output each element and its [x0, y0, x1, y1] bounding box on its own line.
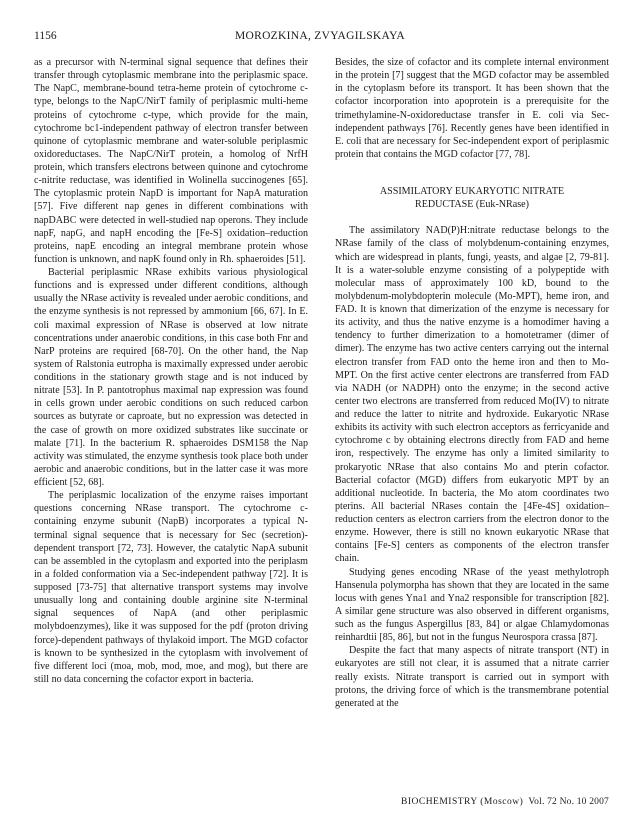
paragraph: The assimilatory NAD(P)H:nitrate reductase belongs to the NRase family of the class of molybdenum-containing enzymes, which are widespread in plants, fungi, yeasts, and algae [2, 79-81]. It is a water-soluble enzyme consisting of a polypeptide with molecular mass of approximately 100 kD, bound to the molybdenum-molybdopterin molecule (Mo-MPT), heme iron, and FAD. It is known that dimerization of the enzyme is necessary for its activity, and thus the native enzyme is a homodimer having a tendency to further dimerization to a homotetramer (dimer of dimer). The enzyme has two active centers carrying out the internal electron transfer from FAD onto the heme iron and then to Mo-MPT. On the first active center electrons are transferred from FAD via NADH (or NADPH) onto the enzyme; in the second active center two electrons are transferred from reduced Mo(IV) to nitrate and reduce the latter to nitrite and hydroxide. Eukaryotic NRase exhibits its activity with such electron acceptors as ferricyanide and cytochrome c by obtaining electrons directly from FAD and heme iron, respectively. The enzyme has only a limited similarity to prokaryotic NRase that also contains Mo and pterin cofactor. Bacterial cofactor (MGD) differs from eukaryotic MPT by an additional nucleotide. In bacteria, the Mo atom coordinates two pterins. All bacterial NRases contain the [4Fe-4S] oxidation–reduction centers as electron carriers from the electron donor to the enzyme. However, there is still no known eukaryotic NRase that contains [Fe-S] centers as components of the electron transfer chain. [335, 225, 609, 565]
paragraph: Studying genes encoding NRase of the yeast methylotroph Hansenula polymorpha has shown that they are located in the same locus with genes Yna1 and Yna2 responsible for transcription [82]. A similar gene structure was also observed in different organisms, such as the fungus Aspergillus [83, 84] or algae Chlamydomonas reinhardtii [85, 86], but not in the fungus Neurospora crassa [87]. [335, 566, 609, 644]
paragraph: Despite the fact that many aspects of nitrate transport (NT) in eukaryotes are still not clear, it is assumed that a nitrate carrier really exists. Nitrate transport is carried out in symport with protons, the driving force of which is the transmembrane potential generated at the [335, 645, 609, 709]
paragraph: Bacterial periplasmic NRase exhibits various physiological functions and is expressed under different conditions, although usually the NRase activity is revealed under aerobic conditions, and the enzyme synthesis is not repressed by ammonium [66, 67]. In E. coli maximal expression of NRase is observed at low nitrate concentrations under anaerobic conditions, in this case both Fnr and NarP proteins are required [68-70]. On the other hand, the Nap system of Ralstonia eutropha is maximally expressed under aerobic conditions in the stationary growth stage and is not induced by nitrate [53]. In P. pantotrophus maximal nap expression was found in cells grown under aerobic conditions on such reduced carbon sources as butyrate or caproate, but no expression was detected in the case of growth on more oxidized substrates like succinate or malate [71]. In the bacterium R. sphaeroides DSM158 the Nap activity was stimulated, the enzyme synthesis took place both under aerobic and anaerobic conditions, but in the latter case it was more efficient [52, 68]. [34, 267, 308, 488]
section-heading-line: ASSIMILATORY EUKARYOTIC NITRATE [379, 186, 565, 197]
footer-journal: BIOCHEMISTRY (Moscow) [401, 797, 524, 807]
page-header [34, 30, 606, 46]
paragraph: Besides, the size of cofactor and its complete internal environment in the protein [7] suggest that the MGD cofactor may be assembled in the cytoplasm before its transport. It has been shown that the cofactor incorporation into apoprotein is a prerequisite for the trimethylamine-N-oxidoreductase transfer in E. coli via Sec-independent pathways [76]. Recently genes have been identified in E. coli that are necessary for Sec-independent export of periplasmic protein that contains the MGD cofactor [77, 78]. [335, 57, 609, 160]
paragraph: as a precursor with N-terminal signal sequence that defines their transfer through cytoplasmic membrane into the periplasmic space. The NapC, membrane-bound tetra-heme protein of cytochrome c-type, belongs to the NapC/NirT family of periplasmic multi-heme proteins of cytochrome c-type, which provide for the main, cytochrome bc1-independent pathway of electron transfer between quinone of cytoplasmic membrane and water-soluble periplasmic oxidoreductases. The NapC/NirT protein, a homolog of NrfH protein, which transfers electrons between quinone and cytochrome c-nitrite reductase, was identified in Wolinella succinogenes [65]. The cytoplasmic protein NapD is important for NapA maturation [57]. Five different nap genes in different combinations with napDABC were detected in well-studied nap operons. They include napF, napG, and napH encoding the [Fe-S] oxidation–reduction proteins, napE encoding an integral membrane protein whose function is unknown, and napK found only in Rh. sphaeroides [51]. [34, 57, 308, 265]
paragraph: The periplasmic localization of the enzyme raises important questions concerning NRase transport. The cytochrome c-containing enzyme subunit (NapB) incorporates a typical N-terminal signal sequence that is necessary for Sec (secretion)-dependent transport [72, 73]. However, the catalytic NapA subunit can be assembled in the cytoplasm and exported into the periplasm in a folded conformation via a Sec-independent pathway [72]. It is supposed [73-75] that alternative transport systems may involve unusually long and containing double arginine site N-terminal signal sequences of NapA (and other periplasmic molybdoenzymes), like it was supposed for the pdf (proton driving force)-dependent pathways of thylakoid import. The MGD cofactor is known to be synthesized in the cytoplasm with involvement of five different loci (moa, mob, mod, moe, and mog), but there are still no data concerning the cofactor export in bacteria. [34, 490, 308, 685]
running-title: MOROZKINA, ZVYAGILSKAYA [234, 30, 406, 42]
page-number: 1156 [34, 30, 57, 42]
right-column [335, 56, 609, 710]
section-heading [335, 185, 609, 211]
page-footer [335, 797, 609, 807]
section-heading-line: REDUCTASE (Euk-NRase) [415, 199, 529, 211]
left-column [34, 56, 308, 686]
footer-volume: Vol. 72 No. 10 2007 [528, 797, 609, 807]
